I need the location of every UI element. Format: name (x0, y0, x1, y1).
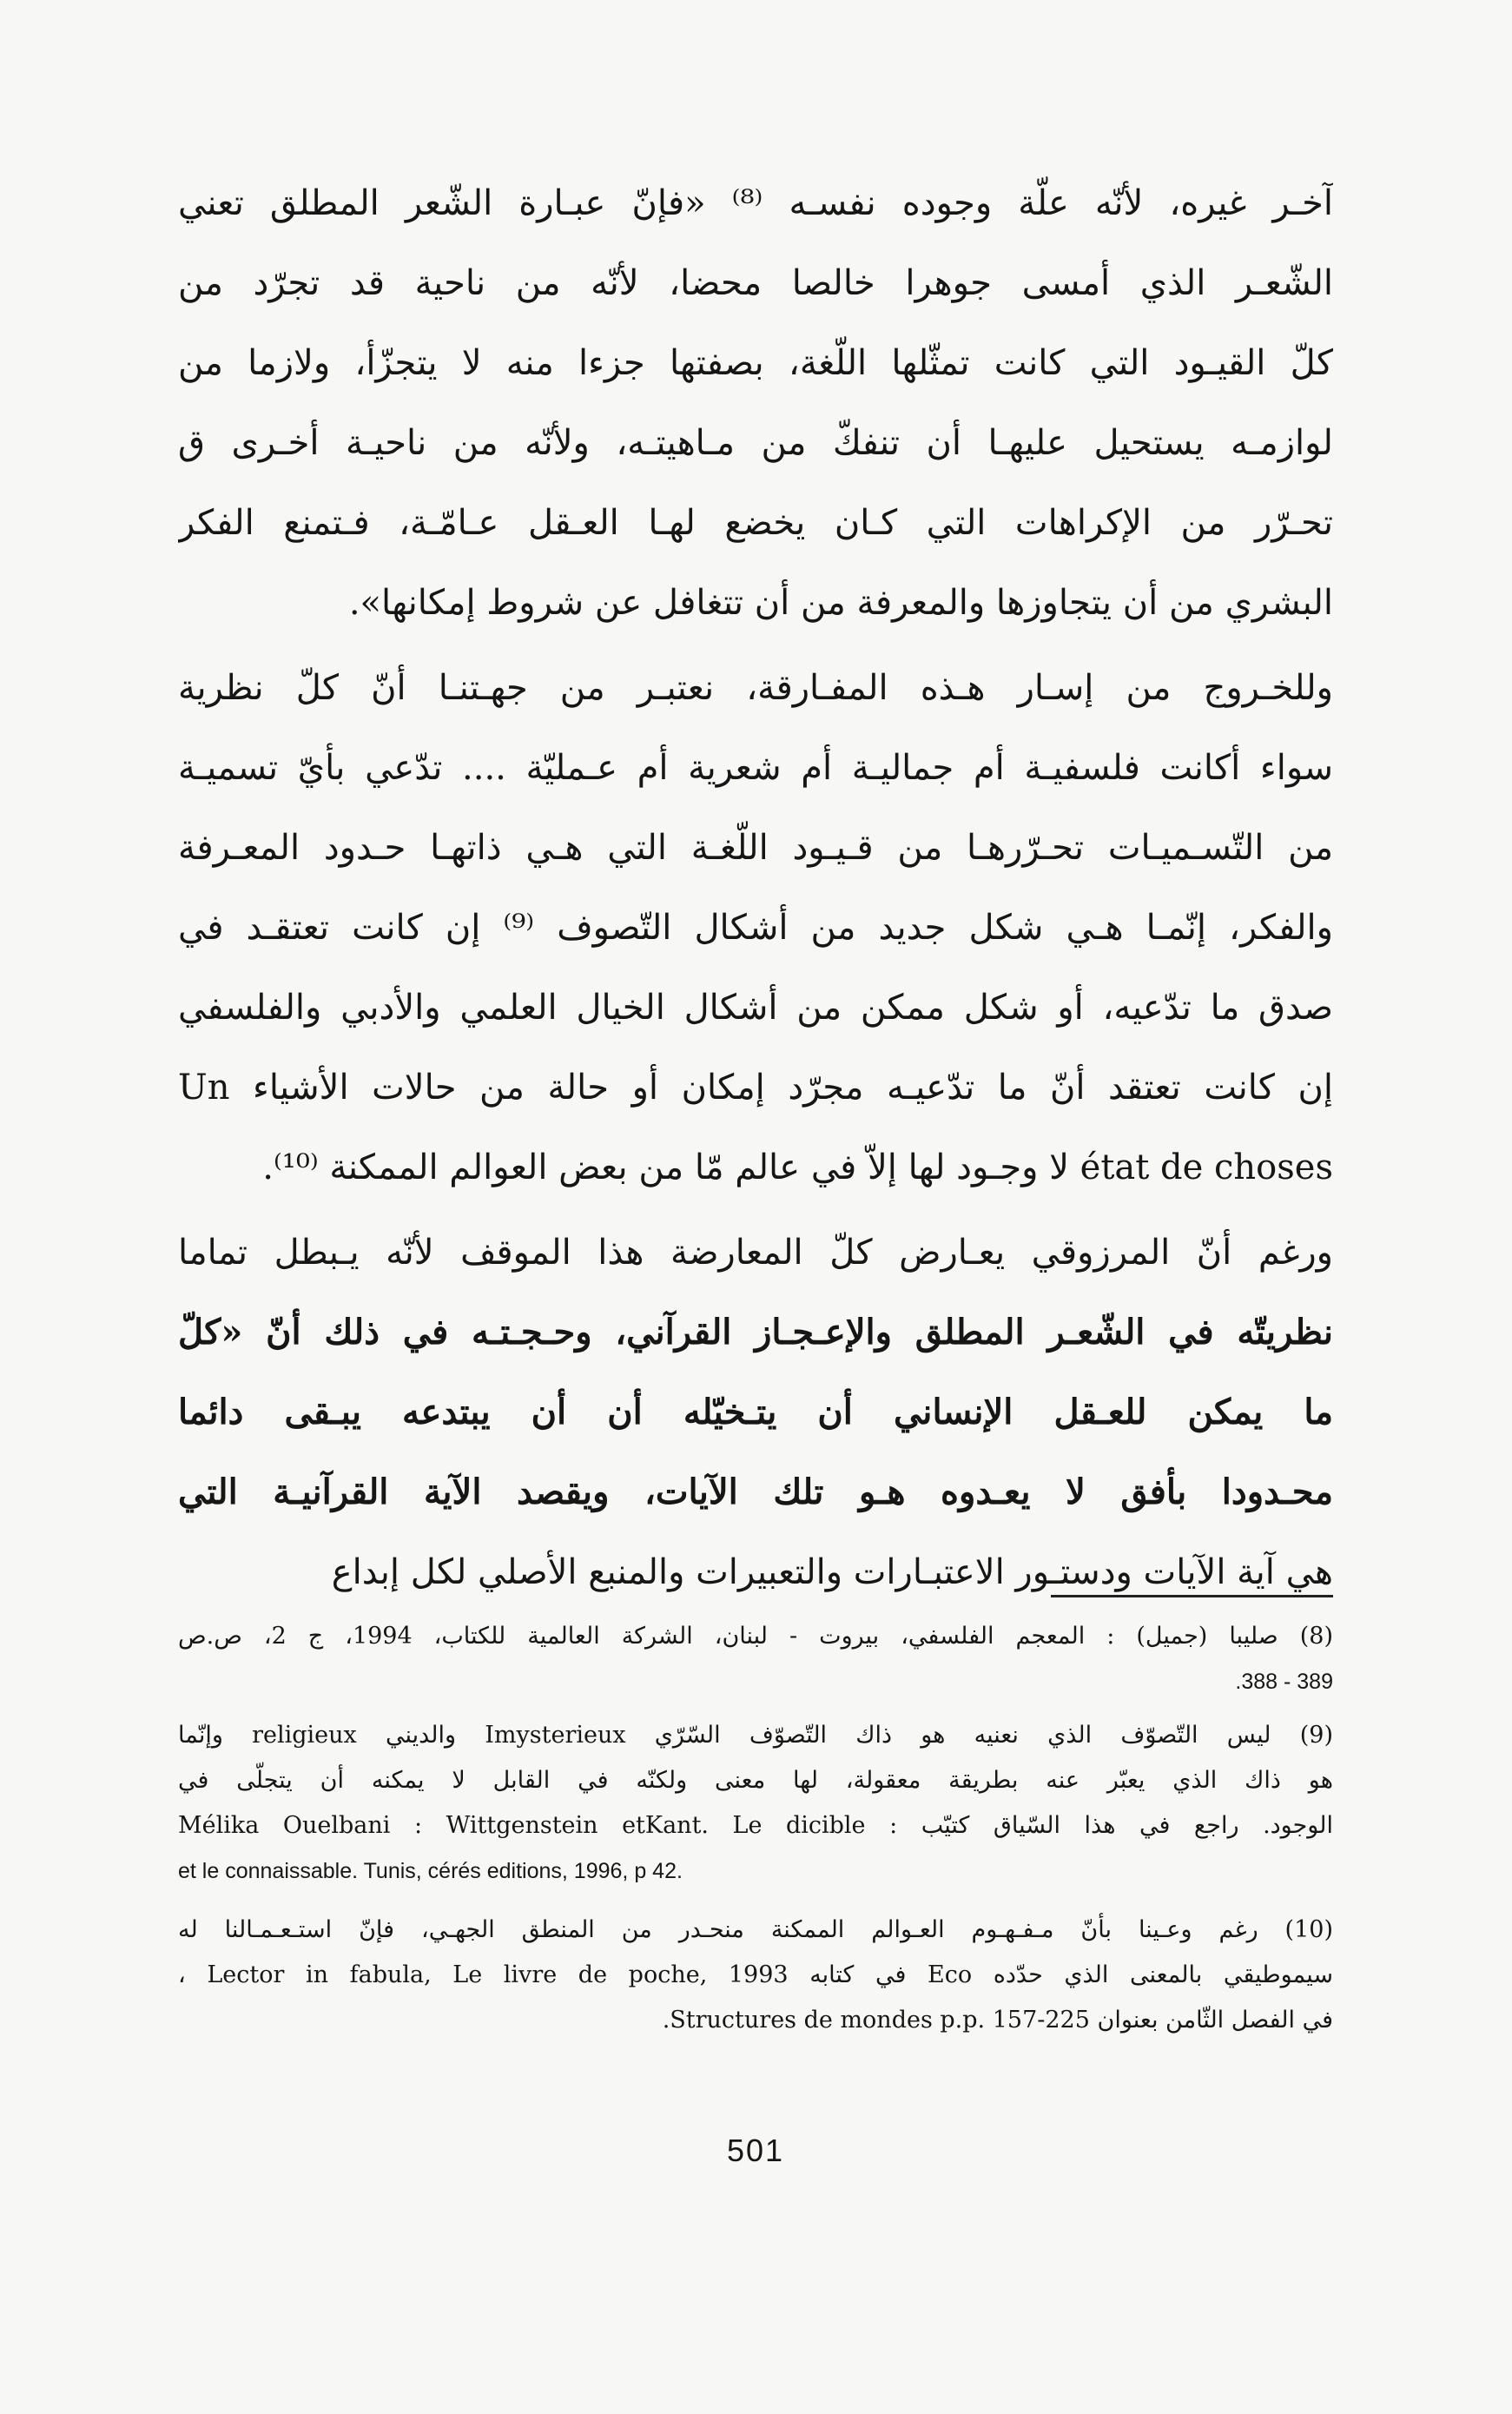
footnote-10 (178, 1908, 1333, 2043)
footnote-line: (10) رغم وعـينا بأنّ مـفـهـوم العـوالم الممكنة منحـدر من المنطق الجهـي، فإنّ استـعـمـالنا له (178, 1916, 1333, 1943)
text-line: آخـر غيره، لأنّه علّة وجوده نفسـه ⁽⁸⁾ «فإنّ عبـارة الشّعر المطلق تعني (178, 183, 1333, 223)
footnote-line: سيموطيقي بالمعنى الذي حدّده Eco في كتابه Lector in fabula, Le livre de poche, 1993 ، (178, 1961, 1333, 1988)
text-line: لوازمـه يستحيل عليهـا أن تنفكّ من مـاهيتـه، ولأنّه من ناحيـة أخـرى ق (178, 423, 1333, 463)
text-line: إن كانت تعتقد أنّ ما تدّعيـه مجرّد إمكان أو حالة من حالات الأشياء Un (178, 1068, 1333, 1108)
text-line: سواء أكانت فلسفيـة أم جماليـة أم شعرية أم عـمليّة .... تدّعي بأيّ تسميـة (178, 748, 1333, 788)
page-number: 501 (726, 2133, 785, 2168)
footnote-line: et le connaissable. Tunis, cérés editions, 1996, p 42. (178, 1859, 683, 1883)
footnote-line: 389 - 388. (1235, 1670, 1333, 1694)
footnote-line: (9) ليس التّصوّف الذي نعنيه هو ذاك التّصوّف السّرّي Imysterieux والديني religieux وإنّما (178, 1722, 1333, 1749)
paragraph-1 (178, 163, 1333, 643)
footnote-8 (178, 1614, 1333, 1704)
text-line-bold: نظريتّه في الشّعـر المطلق والإعـجـاز القرآني، وحـجـتـه في ذلك أنّ «كلّ (178, 1312, 1333, 1353)
footnote-line: هو ذاك الذي يعبّر عنه بطريقة معقولة، لها معنى ولكنّه في القابل لا يمكنه أن يتجلّى في (178, 1767, 1333, 1794)
footnote-line: في الفصل الثّامن بعنوان Structures de mondes p.p. 157-225. (662, 2007, 1333, 2034)
text-line: الشّعـر الذي أمسى جوهرا خالصا محضا، لأنّه من ناحية قد تجرّد من (178, 263, 1333, 303)
text-line: تحـرّر من الإكراهات التي كـان يخضع لهـا العـقل عـامّـة، فـتمنع الفكر (178, 503, 1333, 543)
text-line: état de choses لا وجـود لها إلاّ في عالم مّا من بعض العوالم الممكنة ⁽¹⁰⁾. (262, 1147, 1333, 1187)
paragraph-2 (178, 648, 1333, 1207)
text-line: والفكر، إنّمـا هـي شكل جديد من أشكال التّصوف ⁽⁹⁾ إن كانت تعتقـد في (178, 908, 1333, 948)
footnote-line: الوجود. راجع في هذا السّياق كتيّب : Mélika Ouelbani : Wittgenstein etKant. Le dicible (178, 1812, 1333, 1839)
text-line: صدق ما تدّعيه، أو شكل ممكن من أشكال الخيال العلمي والأدبي والفلسفي (178, 988, 1333, 1028)
text-line: ورغم أنّ المرزوقي يعـارض كلّ المعارضة هذا الموقف لأنّه يـبطل تماما (178, 1233, 1333, 1273)
text-line: البشري من أن يتجاوزها والمعرفة من أن تتغافل عن شروط إمكانها». (348, 583, 1333, 623)
text-line-bold: محـدودا بأفق لا يعـدوه هـو تلك الآيات، ويقصد الآية القرآنيـة التي (178, 1472, 1333, 1512)
text-line: كلّ القيـود التي كانت تمثّلها اللّغة، بصفتها جزءا منه لا يتجزّأ، ولازما من (178, 343, 1333, 383)
text-line: هي آية الآيات ودستـور الاعتبـارات والتعبيرات والمنبع الأصلي لكل إبداع (331, 1552, 1333, 1592)
text-line: وللخـروج من إسـار هـذه المفـارقة، نعتبـر من جهـتنـا أنّ كلّ نظرية (178, 668, 1333, 708)
footnote-line: (8) صليبا (جميل) : المعجم الفلسفي، بيروت - لبنان، الشركة العالمية للكتاب، 1994، ج 2، ص.ص (178, 1623, 1333, 1650)
text-line-bold: ما يمكن للعـقل الإنساني أن يتـخيّله أن أن يبتدعه يبـقى دائما (178, 1392, 1333, 1432)
text-line: من التّسـميـات تحـرّرهـا من قـيـود اللّغـة التي هـي ذاتهـا حـدود المعـرفة (178, 828, 1333, 868)
paragraph-3 (178, 1213, 1333, 1612)
footnote-divider (1051, 1595, 1333, 1597)
footnote-9 (178, 1713, 1333, 1894)
